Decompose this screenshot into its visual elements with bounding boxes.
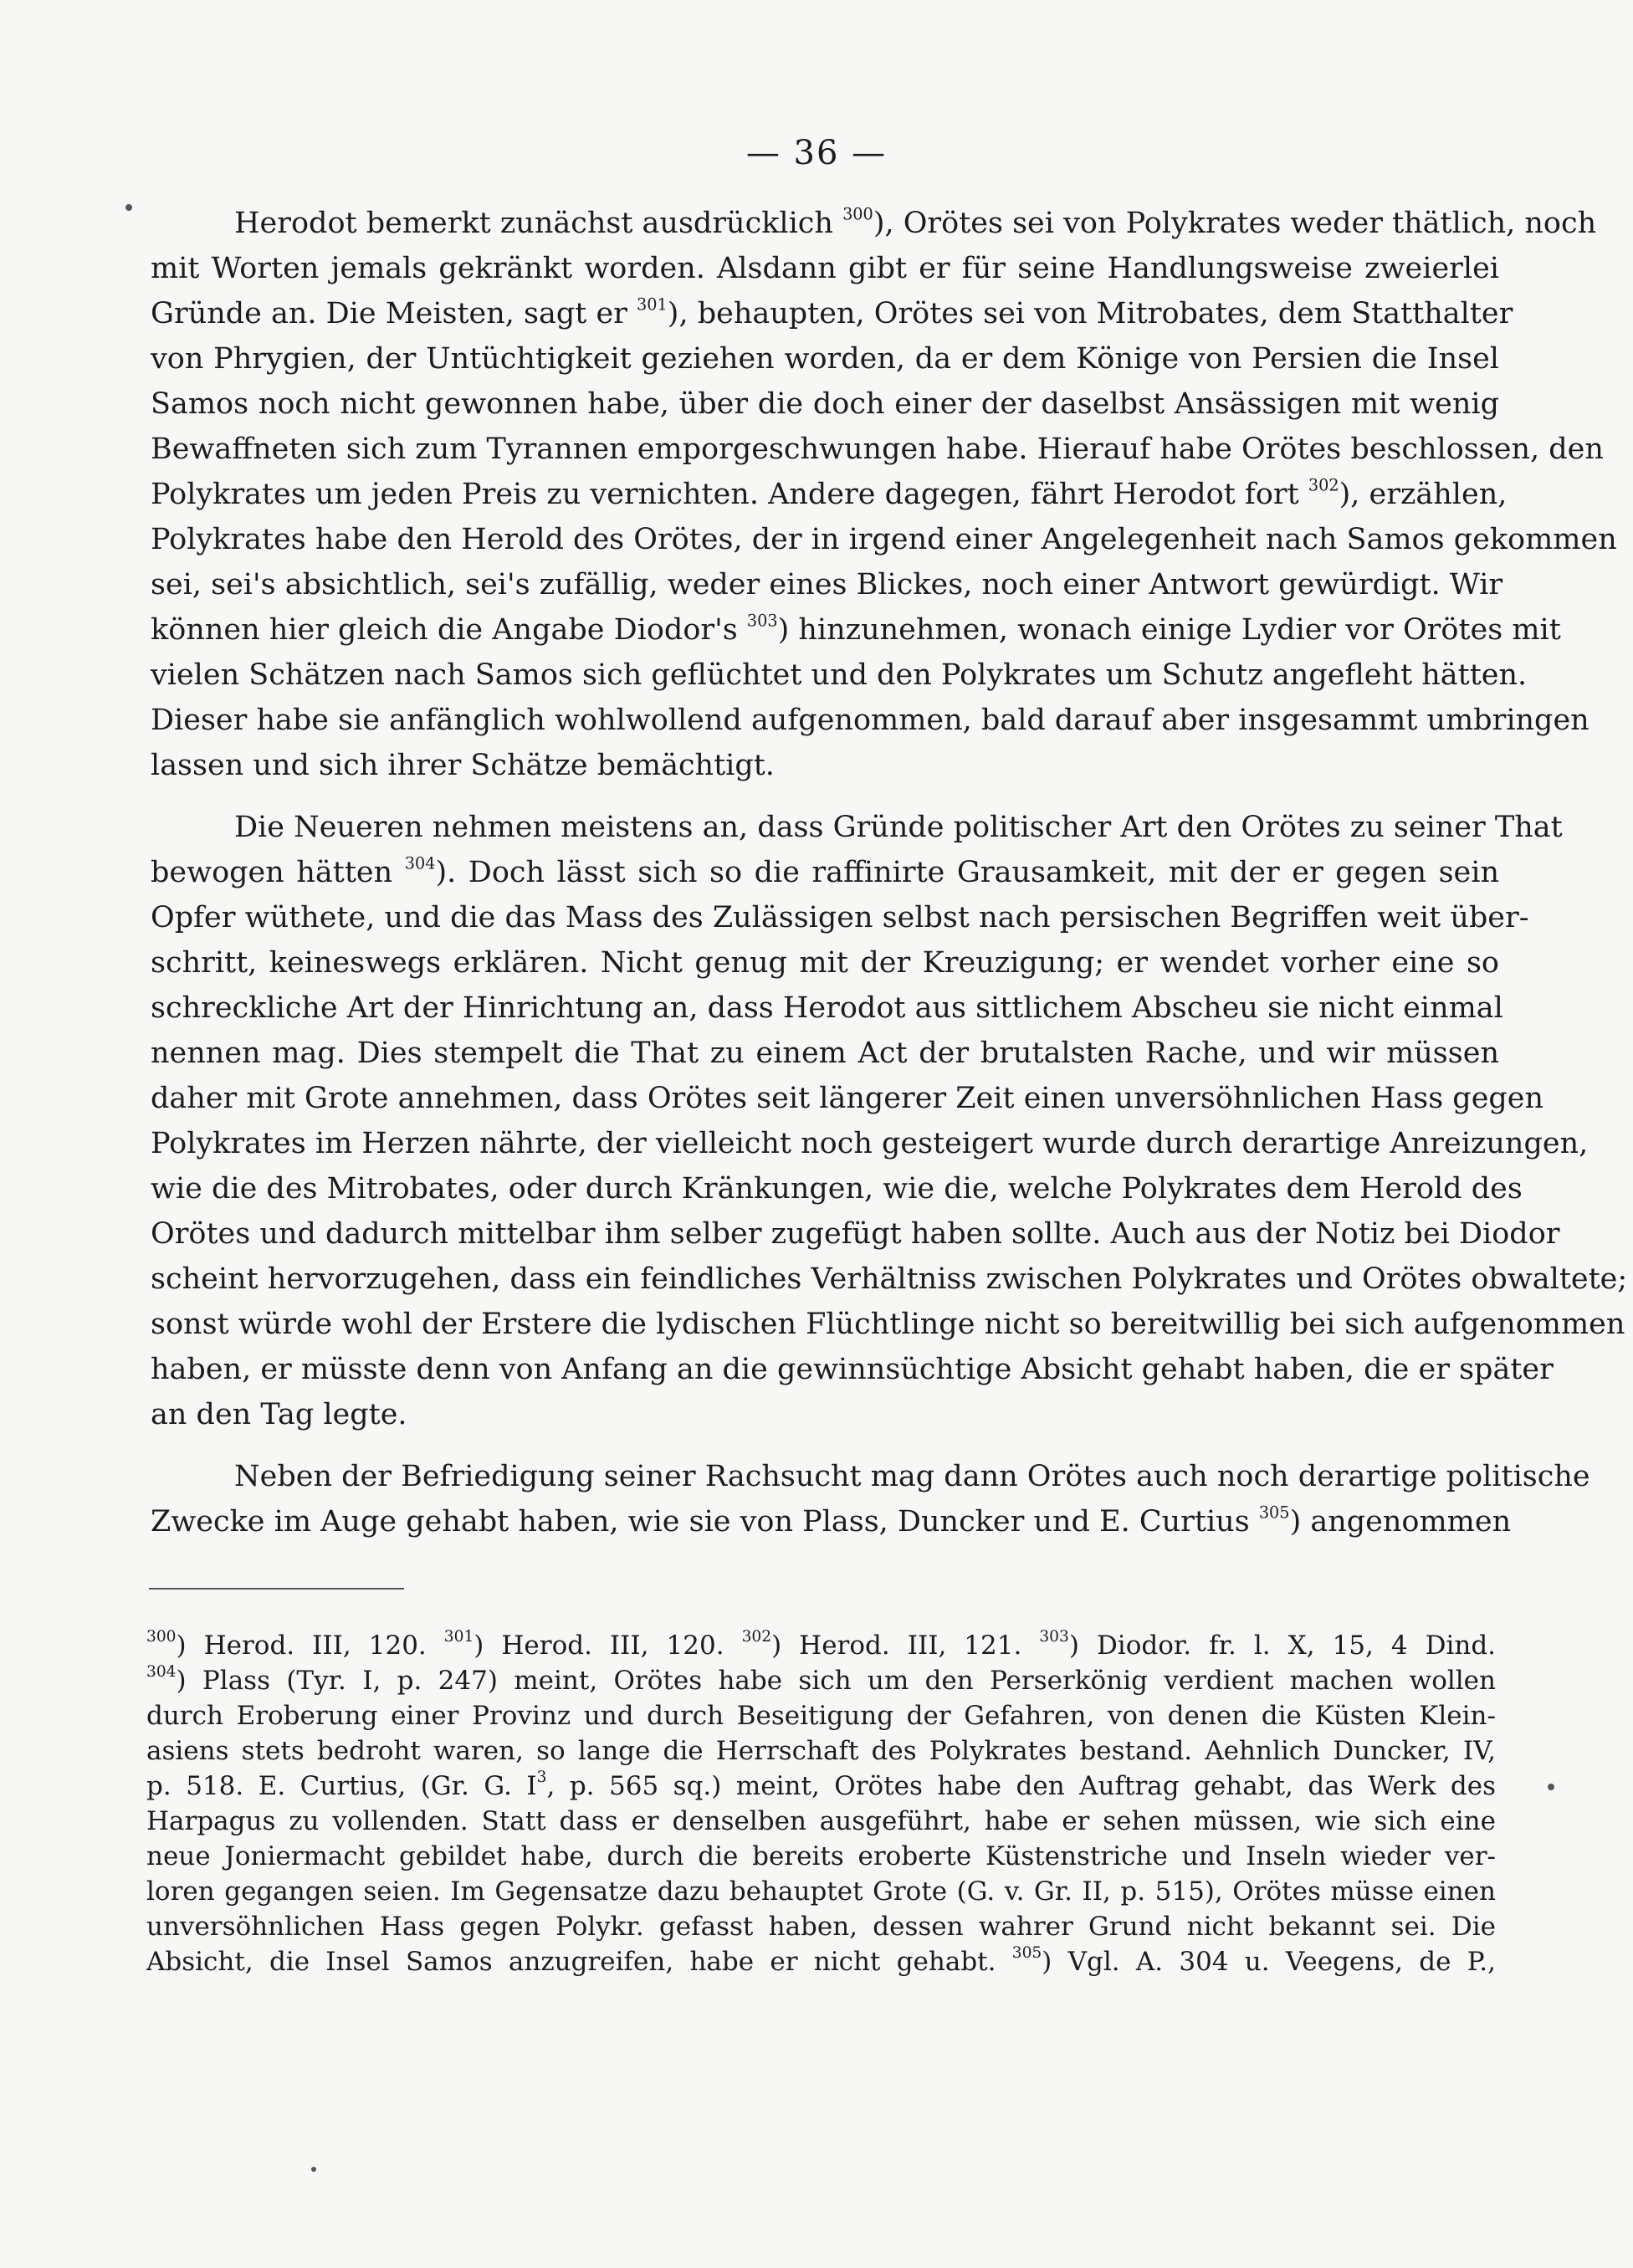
footnote-number: 303 [1039, 1628, 1069, 1646]
text-line: Gründe an. Die Meisten, sagt er $^{301}$), behaupten, Orötes sei von Mitrobates, dem Statthalter [151, 294, 1513, 330]
text-line: Polykrates habe den Herold des Orötes, der in irgend einer Angelegenheit nach Samos gekommen [151, 523, 1617, 556]
text-line: scheint hervorzugehen, dass ein feindliches Verhältniss zwischen Polykrates und Orötes obwaltete; [151, 1262, 1628, 1296]
paragraph [151, 805, 1628, 1437]
text-line: Die Neueren nehmen meistens an, dass Gründe politischer Art den Orötes zu seiner That [234, 811, 1563, 844]
text-line: von Phrygien, der Untüchtigkeit geziehen worden, da er dem Könige von Persien die Insel [151, 342, 1499, 376]
text-line: Orötes und dadurch mittelbar ihm selber zugefügt haben sollte. Auch aus der Notiz bei Diodor [151, 1217, 1560, 1251]
text-line: Herodot bemerkt zunächst ausdrücklich $^{300}$), Orötes sei von Polykrates weder thätlich, noch [234, 204, 1597, 240]
superscript: 3 [536, 1769, 547, 1787]
text-line: schritt, keineswegs erklären. Nicht genug mit der Kreuzigung; er wendet vorher eine so [151, 946, 1499, 980]
text-line: daher mit Grote annehmen, dass Orötes seit längerer Zeit einen unversöhnlichen Hass gegen [151, 1082, 1544, 1115]
text-line: lassen und sich ihrer Schätze bemächtigt. [151, 749, 775, 782]
footnote-line: asiens stets bedroht waren, so lange die Herrschaft des Polykrates bestand. Aehnlich Duncker, IV, [146, 1736, 1496, 1766]
footnote-ref: 301 [637, 294, 668, 315]
footnote-ref: 300 [842, 204, 873, 224]
footnote-separator [149, 1588, 404, 1590]
text-line: mit Worten jemals gekränkt worden. Alsdann gibt er für seine Handlungsweise zweierlei [151, 252, 1499, 285]
footnotes [146, 1628, 1496, 1979]
text-line: Samos noch nicht gewonnen habe, über die doch einer der daselbst Ansässigen mit wenig [151, 387, 1499, 421]
text-line: Neben der Befriedigung seiner Rachsucht mag dann Orötes auch noch derartige politische [234, 1460, 1590, 1493]
text-line: an den Tag legte. [151, 1398, 407, 1431]
text-line: Dieser habe sie anfänglich wohlwollend aufgenommen, bald darauf aber insgesammt umbringen [151, 704, 1589, 737]
text-line: Polykrates um jeden Preis zu vernichten. Andere dagegen, fährt Herodot fort $^{302}$), erzählen, [151, 475, 1508, 511]
page-number: — 36 — [745, 134, 888, 172]
paper-speck [1548, 1784, 1554, 1790]
text-line: vielen Schätzen nach Samos sich geflüchtet und den Polykrates um Schutz angefleht hätten. [151, 658, 1528, 692]
footnote-line: loren gegangen seien. Im Gegensatze dazu behauptet Grote (G. v. Gr. II, p. 515), Orötes müsse einen [146, 1876, 1496, 1907]
footnote-ref: 302 [1308, 475, 1339, 495]
footnote-line: Absicht, die Insel Samos anzugreifen, habe er nicht gehabt. $^{305}$) Vgl. A. 304 u. Veegens, de P., [146, 1944, 1496, 1977]
text-line: nennen mag. Dies stempelt die That zu einem Act der brutalsten Rache, und wir müssen [151, 1037, 1499, 1070]
text-line: bewogen hätten $^{304}$). Doch lässt sich so die raffinirte Grausamkeit, mit der er gegen sein [151, 853, 1499, 889]
text-line: haben, er müsste denn von Anfang an die gewinnsüchtige Absicht gehabt haben, die er später [151, 1353, 1554, 1386]
footnote-number: 304 [146, 1663, 177, 1682]
footnote-number: 302 [741, 1628, 772, 1646]
text-line: Zwecke im Auge gehabt haben, wie sie von Plass, Duncker und E. Curtius $^{305}$) angenommen [151, 1503, 1512, 1538]
text-line: sei, sei's absichtlich, sei's zufällig, weder eines Blickes, noch einer Antwort gewürdigt. Wir [151, 568, 1503, 602]
footnote-number: 305 [1011, 1944, 1042, 1963]
text-line: schreckliche Art der Hinrichtung an, dass Herodot aus sittlichem Abscheu sie nicht einmal [151, 991, 1503, 1025]
footnote-line: neue Joniermacht gebildet habe, durch die bereits eroberte Küstenstriche und Inseln wieder ver- [146, 1841, 1496, 1871]
footnote-line: $^{300}$) Herod. III, 120. $^{301}$) Herod. III, 120. $^{302}$) Herod. III, 121. $^{303}$) Diodor. fr. l. X, 15, 4 Dind. [146, 1628, 1497, 1661]
text-line: Polykrates im Herzen nährte, der vielleicht noch gesteigert wurde durch derartige Anreizungen, [151, 1127, 1589, 1160]
text-line: sonst würde wohl der Erstere die lydischen Flüchtlinge nicht so bereitwillig bei sich aufgenommen [151, 1308, 1625, 1341]
footnote-ref: 303 [746, 611, 778, 631]
footnote-line: p. 518. E. Curtius, (Gr. G. $I^3$, p. 565 sq.) meint, Orötes habe den Auftrag gehabt, das Werk des [146, 1769, 1496, 1801]
paragraph [151, 201, 1617, 788]
footnote-line: Harpagus zu vollenden. Statt dass er denselben ausgeführt, habe er sehen müssen, wie sich eine [146, 1806, 1496, 1836]
text-line: wie die des Mitrobates, oder durch Kränkungen, wie die, welche Polykrates dem Herold des [151, 1172, 1523, 1206]
paper-speck [311, 2167, 316, 2172]
main-text [151, 201, 1628, 1544]
text-line: Opfer wüthete, und die das Mass des Zulässigen selbst nach persischen Begriffen weit über- [151, 901, 1529, 934]
footnote-number: 300 [146, 1628, 177, 1646]
text-line: können hier gleich die Angabe Diodor's $^{303}$) hinzunehmen, wonach einige Lydier vor Orötes mit [151, 611, 1561, 647]
footnote-number: 301 [443, 1628, 474, 1646]
footnote-line: durch Eroberung einer Provinz und durch Beseitigung der Gefahren, von denen die Küsten Klein- [146, 1701, 1496, 1731]
paragraph [151, 1454, 1590, 1544]
text-line: Bewaffneten sich zum Tyrannen emporgeschwungen habe. Hierauf habe Orötes beschlossen, den [151, 433, 1604, 466]
footnote-ref: 305 [1258, 1503, 1290, 1523]
footnote-line: unversöhnlichen Hass gegen Polykr. gefasst haben, dessen wahrer Grund nicht bekannt sei. Die [146, 1912, 1496, 1942]
footnote-line: $^{304}$) Plass (Tyr. I, p. 247) meint, Orötes habe sich um den Perserkönig verdient machen wollen [146, 1663, 1496, 1696]
paper-speck [125, 204, 132, 211]
footnote-ref: 304 [404, 853, 436, 873]
